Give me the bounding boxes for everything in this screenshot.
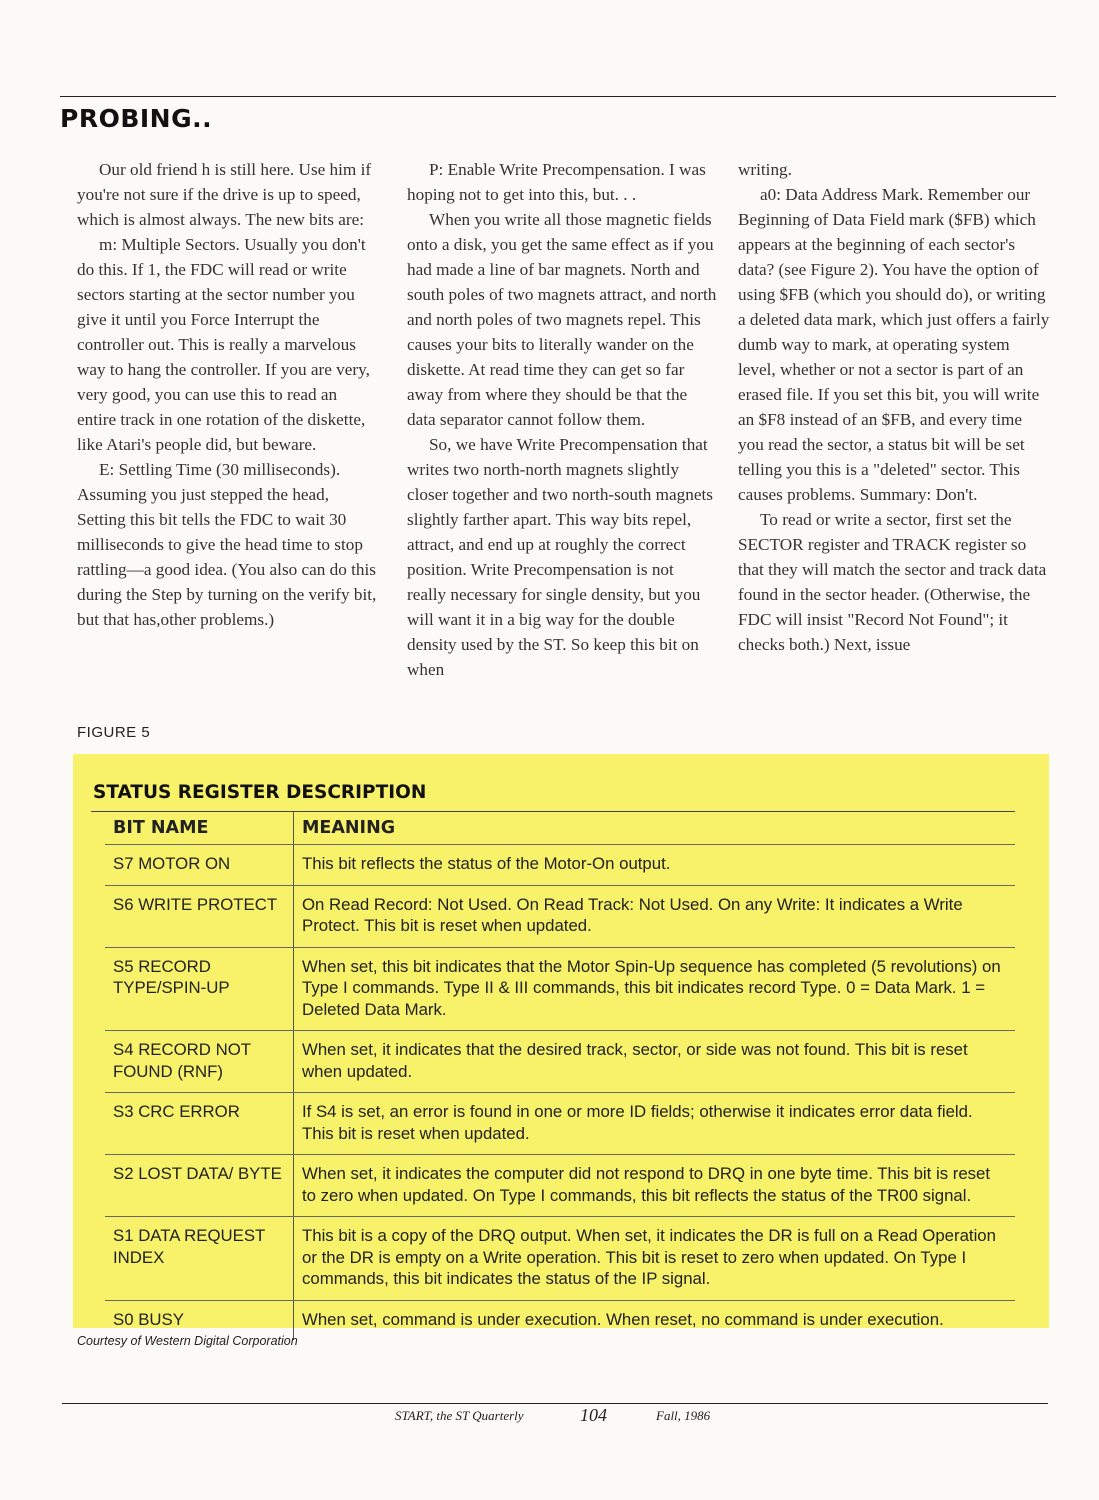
- meaning-cell: When set, this bit indicates that the Motor Spin-Up sequence has completed (5 revolutions) on Type I commands. Type II & III commands, this bit indicates record Type. 0 = Data Mark. 1 = Deleted Data Mark.: [294, 947, 1016, 1031]
- meaning-cell: On Read Record: Not Used. On Read Track: Not Used. On any Write: It indicates a Write Protect. This bit is reset when updated.: [294, 885, 1016, 947]
- col2-paragraph-3: So, we have Write Precompensation that writes two north-north magnets slightly closer together and two north-south magnets slightly farther apart. This way bits repel, attract, and end up at roughly the correct position. Write Precompensation is not really necessary for single density, but you will want it in a big way for the double density used by the ST. So keep this bit on when: [407, 435, 713, 679]
- col3-paragraph-2: a0: Data Address Mark. Remember our Beginning of Data Field mark ($FB) which appears at the beginning of each sector's data? (see Figure 2). You have the option of using $FB (which you should do), or writing a deleted data mark, which just offers a fairly dumb way to mark, at operating system level, whether or not a sector is part of an erased file. If you set this bit, you will write an $F8 instead of an $FB, and every time you read the sector, a status bit will be set telling you this is a "deleted" sector. This causes problems. Summary: Don't.: [738, 185, 1050, 504]
- meaning-cell: This bit reflects the status of the Motor-On output.: [294, 845, 1016, 886]
- col1-paragraph-1: Our old friend h is still here. Use him if you're not sure if the drive is up to speed, which is almost always. The new bits are:: [77, 160, 372, 229]
- col3-paragraph-3: To read or write a sector, first set the SECTOR register and TRACK register so that they will match the sector and track data found in the sector header. (Otherwise, the FDC will insist "Record Not Found"; it checks both.) Next, issue: [738, 510, 1047, 654]
- table-row: [105, 947, 1015, 1031]
- table-row: [105, 1093, 1015, 1155]
- body-column-3: [738, 157, 1051, 657]
- bit-name-cell: S3 CRC ERROR: [105, 1093, 294, 1155]
- table-row: [105, 1155, 1015, 1217]
- col1-paragraph-3: E: Settling Time (30 milliseconds). Assuming you just stepped the head, Setting this bit tells the FDC to wait 30 milliseconds to give the head time to stop rattling—a good idea. (You also can do this during the Step by turning on the verify bit, but that has,other problems.): [77, 460, 377, 629]
- footer-rule: [62, 1403, 1048, 1404]
- status-register-title: STATUS REGISTER DESCRIPTION: [93, 782, 427, 803]
- table-row: [105, 1217, 1015, 1301]
- table-row: [105, 885, 1015, 947]
- table-row: [105, 1031, 1015, 1093]
- bit-name-cell: S7 MOTOR ON: [105, 845, 294, 886]
- col2-paragraph-1: P: Enable Write Precompensation. I was hoping not to get into this, but. . .: [407, 160, 706, 204]
- figure-label: FIGURE 5: [77, 724, 151, 741]
- body-column-1: [77, 157, 377, 632]
- table-row: [105, 845, 1015, 886]
- top-rule: [60, 96, 1056, 97]
- courtesy-credit: Courtesy of Western Digital Corporation: [77, 1334, 298, 1348]
- meaning-cell: If S4 is set, an error is found in one or more ID fields; otherwise it indicates error data field. This bit is reset when updated.: [294, 1093, 1016, 1155]
- bit-name-cell: S5 RECORD TYPE/SPIN-UP: [105, 947, 294, 1031]
- column-header-bit-name: BIT NAME: [105, 812, 294, 845]
- meaning-cell: When set, it indicates the computer did not respond to DRQ in one byte time. This bit is reset to zero when updated. On Type I commands, this bit reflects the status of the TR00 signal.: [294, 1155, 1016, 1217]
- status-register-table: [105, 812, 1015, 1340]
- col2-paragraph-2: When you write all those magnetic fields onto a disk, you get the same effect as if you had made a line of bar magnets. North and south poles of two magnets attract, and north and north poles of two magnets repel. This causes your bits to literally wander on the diskette. At read time they can get so far away from where they should be that the data separator cannot follow them.: [407, 210, 717, 429]
- col3-paragraph-1: writing.: [738, 160, 792, 179]
- status-register-panel: [73, 754, 1049, 1328]
- bit-name-cell: S2 LOST DATA/ BYTE: [105, 1155, 294, 1217]
- page-header: PROBING..: [60, 104, 213, 133]
- footer-date: Fall, 1986: [656, 1408, 711, 1423]
- bit-name-cell: S6 WRITE PROTECT: [105, 885, 294, 947]
- meaning-cell: When set, command is under execution. When reset, no command is under execution.: [302, 1309, 944, 1329]
- column-header-meaning: MEANING: [294, 812, 1016, 845]
- footer-page-number: 104: [580, 1405, 607, 1425]
- bit-name-cell: S0 BUSY: [105, 1300, 294, 1340]
- col1-paragraph-2: m: Multiple Sectors. Usually you don't do this. If 1, the FDC will read or write sectors starting at the sector number you give it until you Force Interrupt the controller out. This is really a marvelous way to hang the controller. If you are very, very good, you can use this to read an entire track in one rotation of the diskette, like Atari's people did, but beware.: [77, 235, 370, 454]
- footer-publication: START, the ST Quarterly: [395, 1408, 524, 1423]
- body-column-2: [407, 157, 717, 682]
- bit-name-cell: S4 RECORD NOT FOUND (RNF): [105, 1031, 294, 1093]
- meaning-cell: This bit is a copy of the DRQ output. When set, it indicates the DR is full on a Read Operation or the DR is empty on a Write operation. This bit is reset to zero when updated. On Type I commands, this bit indicates the status of the IP signal.: [294, 1217, 1016, 1301]
- bit-name-cell: S1 DATA REQUEST INDEX: [105, 1217, 294, 1301]
- meaning-cell: When set, it indicates that the desired track, sector, or side was not found. This bit is reset when updated.: [294, 1031, 1016, 1093]
- table-header-row: [105, 812, 1015, 845]
